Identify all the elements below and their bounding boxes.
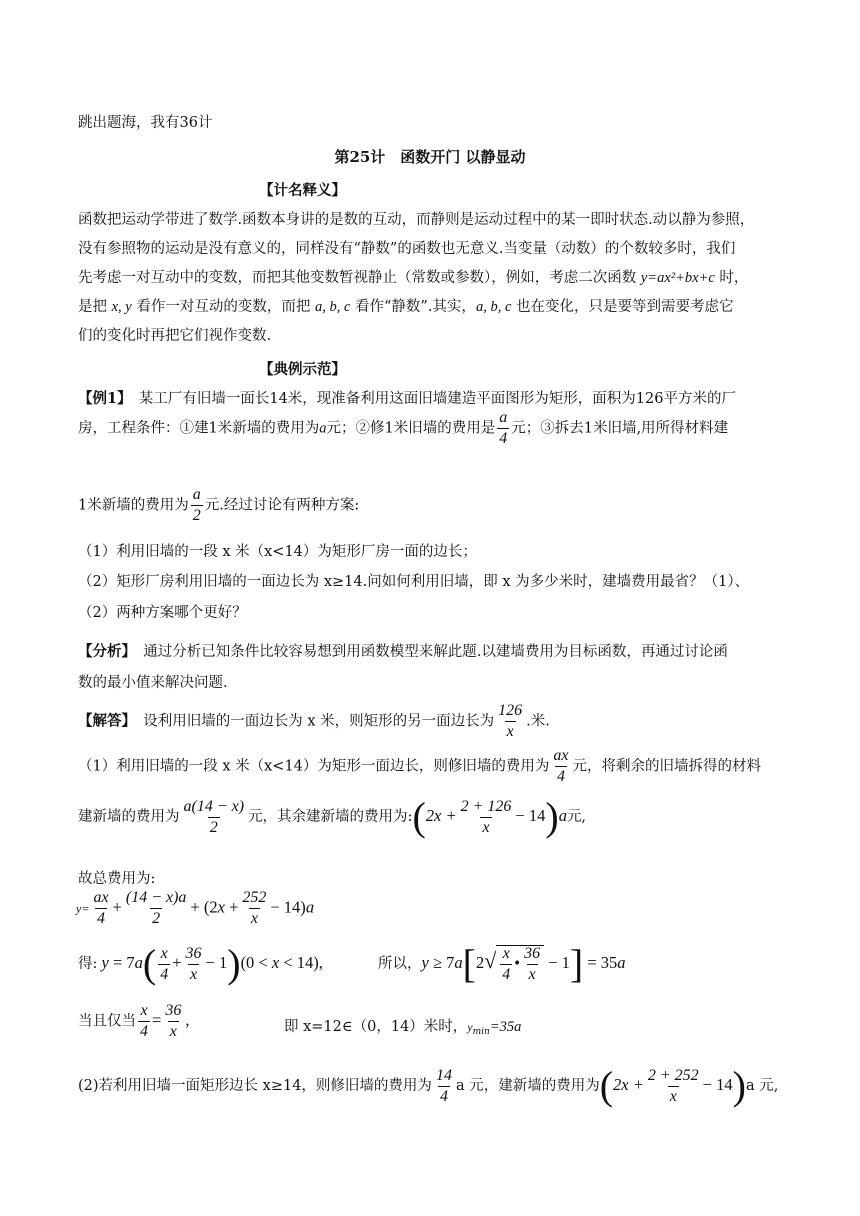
total-cost-formula: y= $\frac{ax}{4}$ + $\frac{(14 - x)a}{2}$ + (2x + $\frac{252}{x}$ − 14)a (76, 889, 315, 927)
text-span: 看作一对互动的变数，而把 (131, 299, 315, 315)
solution-part1-line-2: 建新墙的费用为 $\frac{a(14 - x)}{2}$ 元，其余建新墙的费用为:(2x + $\frac{2 + 126}{x}$ − 14)a元, (78, 794, 587, 839)
example1-option-2: （2）矩形厂房利用旧墙的一面边长为 x≥14.问如何利用旧墙，即 x 为多少米时，建墙费用最省？（1）、 (78, 574, 750, 590)
text-span: 元；②修1米旧墙的费用是 (326, 420, 496, 437)
meaning-line-3-text: 先考虑一对互动中的变数，而把其他变数暂视静止（常数或参数），例如，考虑二次函数 (78, 270, 641, 286)
solution-part1-line-1 (78, 748, 761, 785)
constants-abc: a, b, c (475, 299, 512, 315)
fraction-a-over-2: $\frac{a}{2}$ (192, 486, 201, 524)
meaning-line-1: 函数把运动学带进了数学.函数本身讲的是数的互动，而静则是运动过程中的某一即时状态.动以静为参照， (78, 212, 755, 228)
text-span: 建新墙的费用为 (78, 809, 180, 825)
text-span: 元, (566, 809, 587, 825)
analysis-line-2: 数的最小值来解决问题. (78, 675, 228, 691)
text-span: 房，工程条件：①建1米新墙的费用为 (78, 420, 320, 437)
example1-option-3: （2）两种方案哪个更好？ (78, 605, 247, 621)
fraction-x-over-4: $\frac{x}{4}$ (502, 944, 511, 983)
text-span: 元，其余建新墙的费用为: (248, 809, 413, 825)
meaning-line-2: 没有参照物的运动是没有意义的，同样没有“静数”的函数也无意义.当变量（动数）的个数较多时，我们 (78, 241, 736, 257)
text-span: 看作“静数”.其实， (350, 299, 476, 315)
example1-text: 某工厂有旧墙一面长14米，现准备利用这面旧墙建造平面图形为矩形，面积为126平方米的厂 (124, 391, 736, 407)
text-span: 得: (78, 956, 98, 972)
derived-formula: 得: y = 7a( $\frac{x}{4}$ + $\frac{36}{x}$ − 1)(0 < x < 14), (78, 941, 323, 986)
meaning-line-5: 们的变化时再把它们视作变数. (78, 328, 272, 344)
fraction-a-over-4: $\frac{a}{4}$ (499, 409, 508, 447)
total-cost-label: 故总费用为: (78, 871, 156, 887)
fraction-a14mx-over-2: $\frac{a(14 - x)}{2}$ (183, 797, 245, 836)
text-span: （1）利用旧墙的一段 x 米（x<14）为矩形一面边长，则修旧墙的费用为 (78, 758, 550, 775)
text-span: 元；③拆去1米旧墙,用所得材料建 (511, 420, 729, 437)
fraction-36-over-x: $\frac{36}{x}$ (165, 1002, 182, 1040)
ymin-value: =35a (489, 1019, 522, 1035)
fraction-14mx-a-over-2: $\frac{(14 - x)a}{2}$ (125, 889, 187, 927)
text-span: 元.经过讨论有两种方案: (204, 497, 360, 514)
minimum-result: 即 x=12∈（0，14）米时，$y_{min}=35a$ (284, 1019, 522, 1037)
fraction-126-over-x: $\frac{126}{x}$ (498, 702, 523, 740)
text-span: 元，将剩余的旧墙拆得的材料 (572, 758, 762, 775)
fraction-ax-over-4: $\frac{ax}{4}$ (553, 747, 569, 785)
fraction-14-over-4: $\frac{14}{4}$ (435, 1066, 452, 1105)
analysis-text: 通过分析已知条件比较容易想到用函数模型来解此题.以建墙费用为目标函数，再通过讨论函 (128, 644, 728, 660)
text-span: 设利用旧墙的一面边长为 x 米，则矩形的另一面边长为 (128, 713, 495, 730)
fraction-x-over-4: $\frac{x}{4}$ (160, 944, 169, 983)
text-span: 当且仅当 (78, 1013, 136, 1030)
fraction-36-over-x: $\frac{36}{x}$ (524, 944, 541, 983)
text-span: 是把 (78, 299, 112, 315)
text-span: 所以， (378, 956, 422, 972)
example1-option-1: （1）利用旧墙的一段 x 米（x<14）为矩形厂房一面的边长； (78, 544, 477, 560)
fraction-2p252-over-x: $\frac{2 + 252}{x}$ (647, 1066, 699, 1105)
solution-part2-line: (2)若利用旧墙一面矩形边长 x≥14，则修旧墙的费用为 $\frac{14}{4}$ a 元，建新墙的费用为(2x + $\frac{2 + 252}{x}$ − 14)a 元, (78, 1063, 779, 1108)
solution-line-1 (78, 703, 550, 740)
variables-xy: x, y (111, 299, 132, 315)
var-a: a (319, 420, 327, 437)
text-span: 即 x=12∈（0，14）米时， (284, 1019, 468, 1035)
analysis-tag: 【分析】 (78, 643, 129, 660)
example1-line-3 (78, 487, 359, 524)
meaning-line-4 (78, 295, 733, 316)
meaning-line-3 (78, 266, 748, 287)
fraction-36-over-x: $\frac{36}{x}$ (185, 944, 202, 983)
fraction-252-over-x: $\frac{252}{x}$ (242, 889, 267, 927)
text-span: .米. (526, 713, 550, 730)
inequality-formula: 所以，y ≥ 7a[2√ $\frac{x}{4}$ • $\frac{36}{x}$ − 1] = 35a (378, 941, 626, 986)
fraction-x-over-4: $\frac{x}{4}$ (140, 1002, 148, 1040)
section-meaning: 【计名释义】 (259, 182, 346, 199)
equality-condition: 当且仅当 $\frac{x}{4}$ = $\frac{36}{x}$ , (78, 1002, 190, 1040)
header-text: 跳出题海，我有36计 (78, 115, 213, 131)
quadratic-formula: y=ax²+bx+c (640, 270, 715, 286)
constants-abc: a, b, c (314, 299, 351, 315)
example1-tag: 【例1】 (78, 390, 125, 407)
meaning-line-3-tail: 时， (714, 270, 749, 286)
fraction-ax-over-4: $\frac{ax}{4}$ (93, 889, 109, 927)
example1-line-2 (78, 410, 728, 447)
text-span: 1米新墙的费用为 (78, 497, 189, 514)
text-span: (2)若利用旧墙一面矩形边长 x≥14，则修旧墙的费用为 (78, 1078, 432, 1094)
section-examples: 【典例示范】 (259, 361, 346, 378)
solution-tag: 【解答】 (78, 712, 129, 730)
text-span: a 元, (745, 1078, 779, 1094)
example1-line-1 (78, 387, 736, 408)
analysis-line-1 (78, 640, 728, 661)
text-span: a 元，建新墙的费用为 (455, 1078, 600, 1094)
page-title: 第25计 函数开门 以静显动 (334, 148, 526, 166)
fraction-2p126-over-x: $\frac{2 + 126}{x}$ (460, 797, 512, 836)
text-span: 也在变化，只是要等到需要考虑它 (511, 299, 734, 315)
